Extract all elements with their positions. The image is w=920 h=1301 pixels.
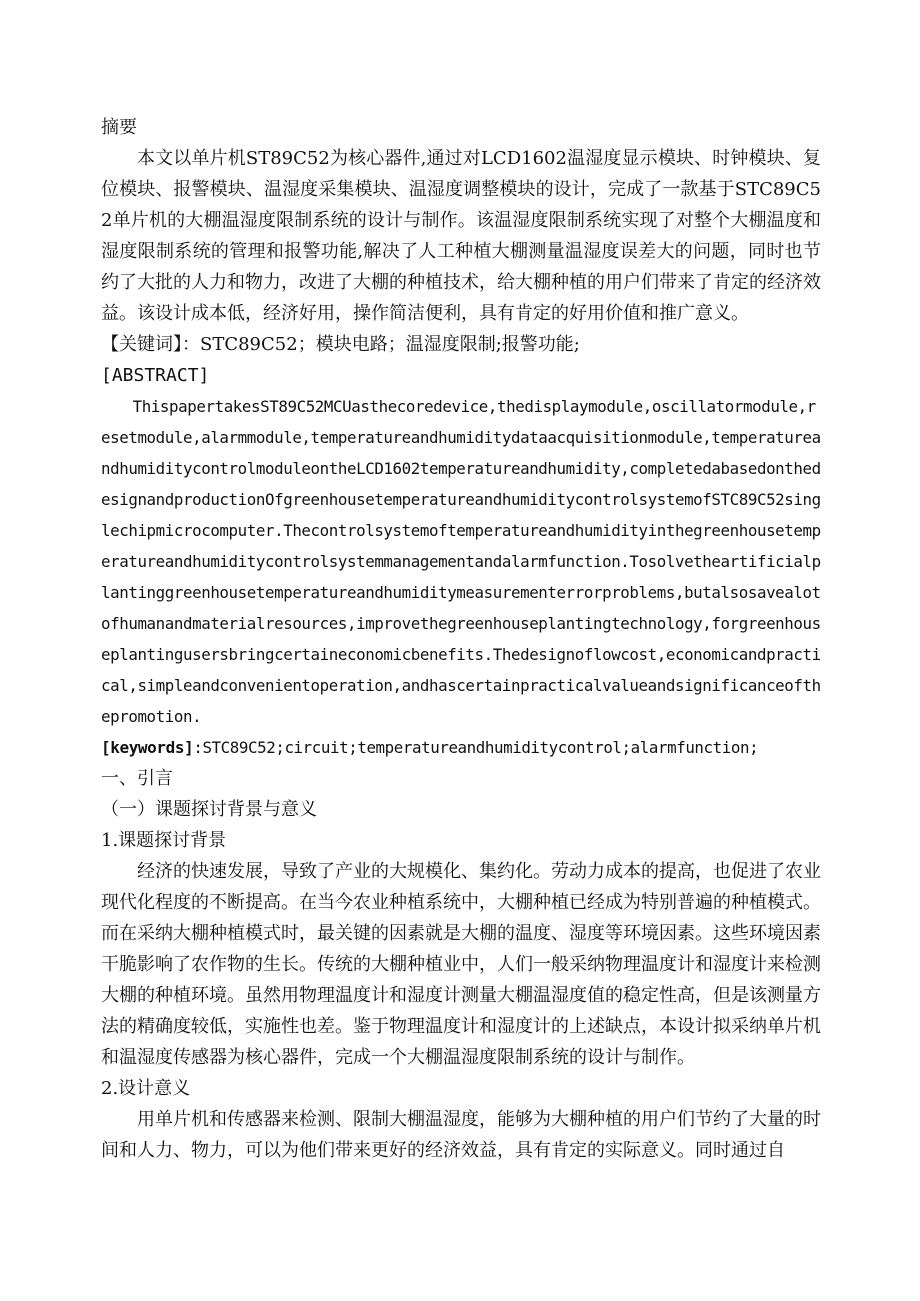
paragraph-significance: 用单片机和传感器来检测、限制大棚温湿度，能够为大棚种植的用户们节约了大量的时间和人力、物力，可以为他们带来更好的经济效益，具有肯定的实际意义。同时通过自 <box>101 1109 821 1161</box>
paragraph-background: 经济的快速发展，导致了产业的大规模化、集约化。劳动力成本的提高，也促进了农业现代化程度的不断提高。在当今农业种植系统中，大棚种植已经成为特别普遍的种植模式。而在采纳大棚种植模式时，最关键的因素就是大棚的温度、湿度等环境因素。这些环境因素干脆影响了农作物的生长。传统的大棚种植业中，人们一般采纳物理温度计和湿度计来检测大棚的种植环境。虽然用物理温度计和湿度计测量大棚温湿度值的稳定性高，但是该测量方法的精确度较低，实施性也差。鉴于物理温度计和湿度计的上述缺点，本设计拟采纳单片机和温湿度传感器为核心器件，完成一个大棚温湿度限制系统的设计与制作。 <box>101 861 821 1068</box>
abstract-heading: 摘要 <box>101 117 137 138</box>
keywords-en-label: [keywords] <box>101 738 194 757</box>
abstract-body: 本文以单片机ST89C52为核心器件,通过对LCD1602温湿度显示模块、时钟模块、复位模块、报警模块、温湿度采集模块、温湿度调整模块的设计，完成了一款基于STC89C52单片机的大棚温湿度限制系统的设计与制作。该温湿度限制系统实现了对整个大棚温度和湿度限制系统的管理和报警功能,解决了人工种植大棚测量温湿度误差大的问题，同时也节约了大批的人力和物力，改进了大棚的种植技术，给大棚种植的用户们带来了肯定的经济效益。该设计成本低，经济好用，操作简洁便利，具有肯定的好用价值和推广意义。 <box>101 148 821 324</box>
keywords-cn: 【关键词】：STC89C52；模块电路；温湿度限制;报警功能; <box>101 334 580 355</box>
keywords-en-text: :STC89C52;circuit;temperatureandhumiditycontrol;alarmfunction; <box>193 738 759 757</box>
document-body <box>101 112 821 1166</box>
subsection-heading: （一）课题探讨背景与意义 <box>101 799 317 820</box>
abstract-en-heading: [ABSTRACT] <box>101 365 210 386</box>
subsubsection-heading-significance: 2.设计意义 <box>101 1078 191 1099</box>
section-heading-intro: 一、引言 <box>101 768 173 789</box>
keywords-en <box>101 732 821 763</box>
abstract-en-body: ThispapertakesST89C52MCUasthecoredevice,thedisplaymodule,oscillatormodule,resetmodule,alarmmodule,temperatureandhumiditydataacquisitionmodule,temperatureandhumiditycontrolmoduleontheLCD1602temperatureandhumidity,completedabasedonthedesignandproductionOfgreenhousetemperatureandhumiditycontrolsystemofSTC89C52singlechipmicrocomputer.Thecontrolsystemoftemperatureandhumidityinthegreenhousetemperatureandhumiditycontrolsystemmanagementandalarmfunction.Tosolvetheartificialplantinggreenhousetemperatureandhumiditymeasurementerrorproblems,butalsosavealotofhumanandmaterialresources,improvethegreenhouseplantingtechnology,forgreenhouseplantingusersbringcertaineconomicbenefits.Thedesignoflowcost,economicandpractical,simpleandconvenientoperation,andhascertainpracticalvalueandsignificanceofthepromotion. <box>101 397 821 726</box>
subsubsection-heading-background: 1.课题探讨背景 <box>101 830 227 851</box>
